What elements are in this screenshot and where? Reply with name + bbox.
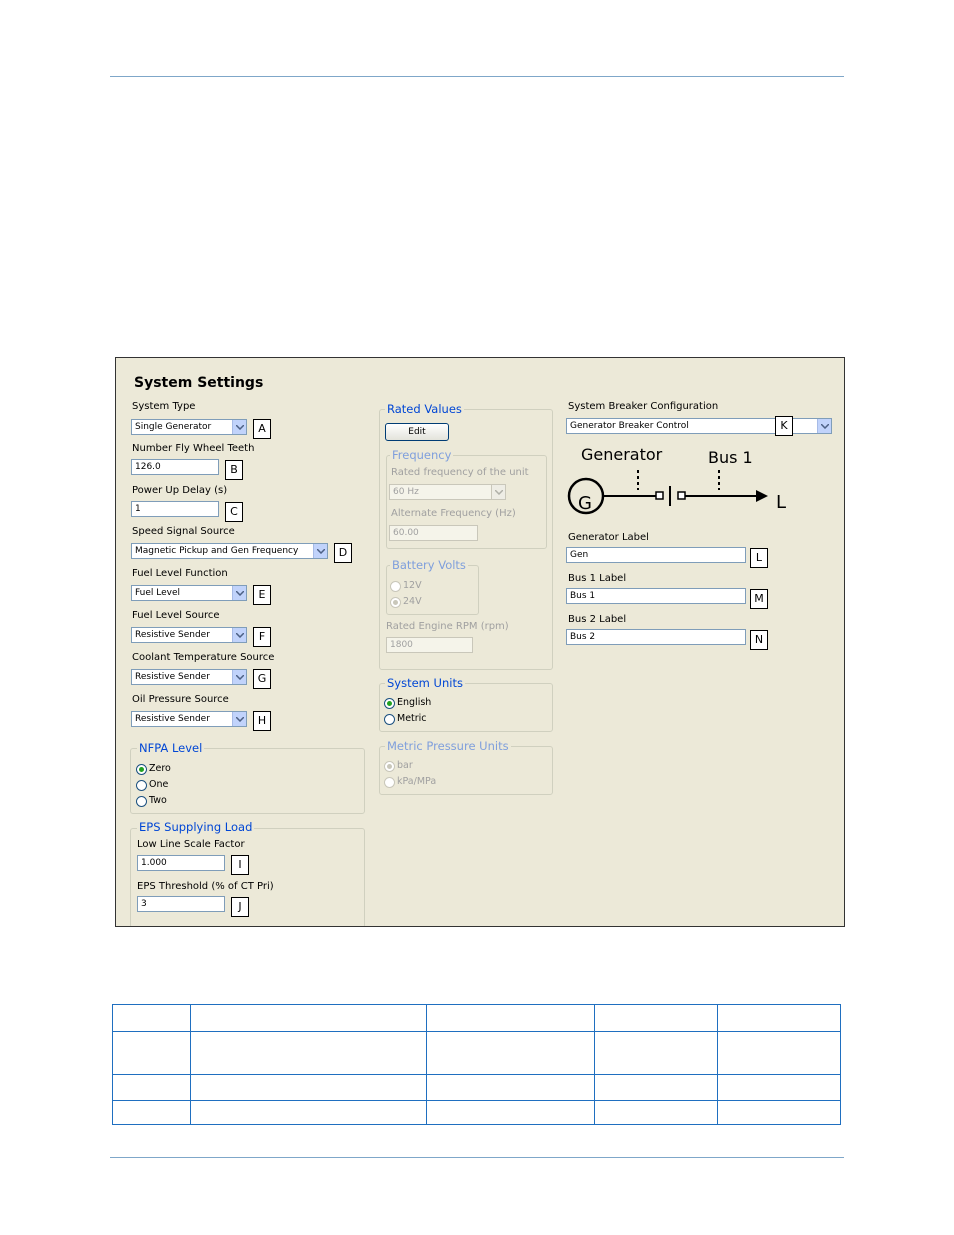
callout-i: I	[231, 855, 249, 875]
nfpa-radio-two[interactable]	[136, 795, 167, 807]
callout-g: G	[253, 669, 271, 689]
eps-title: EPS Supplying Load	[139, 820, 253, 834]
units-radio-english[interactable]	[384, 697, 431, 709]
pressure-radio-kpa[interactable]	[384, 776, 436, 788]
chevron-down-icon[interactable]	[232, 670, 246, 684]
diagram-g-symbol: G	[578, 493, 592, 514]
eps-threshold-label: EPS Threshold (% of CT Pri)	[137, 881, 274, 892]
table-cell	[191, 1032, 427, 1075]
bus1-label-caption: Bus 1 Label	[568, 573, 627, 584]
table-cell	[718, 1075, 841, 1101]
table-cell	[191, 1005, 427, 1032]
diagram-l-symbol: L	[776, 492, 787, 513]
table-cell	[427, 1075, 595, 1101]
rated-rpm-input[interactable]: 1800	[386, 637, 473, 653]
callout-c: C	[225, 502, 243, 522]
oil-source-value: Resistive Sender	[135, 714, 210, 724]
radio-icon	[384, 714, 395, 725]
table-row	[113, 1101, 841, 1125]
table-cell	[427, 1032, 595, 1075]
bus1-label-input[interactable]: Bus 1	[566, 588, 746, 604]
fuel-source-label: Fuel Level Source	[132, 610, 220, 621]
alternate-frequency-input[interactable]: 60.00	[389, 525, 478, 541]
table-cell	[595, 1032, 718, 1075]
rated-frequency-value: 60 Hz	[393, 487, 419, 497]
units-radio-metric[interactable]	[384, 713, 427, 725]
radio-icon	[390, 581, 401, 592]
edit-button[interactable]: Edit	[385, 423, 449, 441]
radio-icon	[136, 796, 147, 807]
battery-radio-12v[interactable]	[390, 580, 422, 592]
coolant-source-value: Resistive Sender	[135, 672, 210, 682]
rated-rpm-label: Rated Engine RPM (rpm)	[386, 621, 509, 632]
battery-24v-label: 24V	[403, 596, 422, 607]
frequency-title: Frequency	[392, 448, 452, 462]
callout-b: B	[225, 460, 243, 480]
battery-radio-24v[interactable]	[390, 596, 422, 608]
power-up-delay-label: Power Up Delay (s)	[132, 485, 228, 496]
generator-label-caption: Generator Label	[568, 532, 649, 543]
bus2-label-input[interactable]: Bus 2	[566, 629, 746, 645]
radio-icon	[384, 777, 395, 788]
table-row	[113, 1032, 841, 1075]
pressure-radio-bar[interactable]	[384, 760, 413, 772]
callout-f: F	[253, 627, 271, 647]
reference-table	[112, 1004, 841, 1125]
units-metric-label: Metric	[397, 713, 427, 724]
arrow-head	[756, 490, 768, 502]
radio-selected-icon	[390, 597, 401, 608]
diagram-generator-text: Generator	[581, 445, 663, 464]
low-line-label: Low Line Scale Factor	[137, 839, 245, 850]
eps-threshold-input[interactable]: 3	[137, 896, 225, 912]
chevron-down-icon[interactable]	[232, 586, 246, 600]
system-units-title: System Units	[387, 676, 463, 690]
diagram-bus-text: Bus 1	[708, 448, 753, 467]
system-type-label: System Type	[132, 401, 196, 412]
table-cell	[595, 1005, 718, 1032]
table-row	[113, 1005, 841, 1032]
panel-title: System Settings	[134, 375, 264, 391]
callout-d: D	[334, 543, 352, 563]
callout-m: M	[750, 589, 768, 609]
oil-source-select[interactable]	[131, 711, 247, 727]
speed-signal-value: Magnetic Pickup and Gen Frequency	[135, 546, 299, 556]
radio-selected-icon	[384, 698, 395, 709]
metric-pressure-title: Metric Pressure Units	[387, 739, 509, 753]
coolant-source-select[interactable]	[131, 669, 247, 685]
radio-selected-icon	[384, 761, 395, 772]
breaker-right-terminal	[678, 492, 685, 499]
table-cell	[113, 1032, 191, 1075]
system-settings-panel	[115, 357, 845, 927]
callout-l: L	[750, 548, 768, 568]
speed-signal-select[interactable]	[131, 543, 328, 559]
table-cell	[113, 1005, 191, 1032]
pressure-bar-label: bar	[397, 760, 413, 771]
callout-a: A	[253, 419, 271, 439]
table-cell	[113, 1101, 191, 1125]
fuel-source-select[interactable]	[131, 627, 247, 643]
nfpa-one-label: One	[149, 779, 169, 790]
battery-volts-title: Battery Volts	[392, 558, 466, 572]
fly-wheel-teeth-label: Number Fly Wheel Teeth	[132, 443, 255, 454]
breaker-left-terminal	[656, 492, 663, 499]
generator-label-input[interactable]: Gen	[566, 547, 746, 563]
nfpa-radio-zero[interactable]	[136, 763, 171, 775]
nfpa-two-label: Two	[149, 795, 167, 806]
table-cell	[595, 1101, 718, 1125]
chevron-down-icon[interactable]	[313, 544, 327, 558]
callout-h: H	[253, 711, 271, 731]
pressure-kpa-label: kPa/MPa	[397, 776, 437, 787]
header-rule	[110, 76, 844, 77]
table-cell	[427, 1101, 595, 1125]
table-cell	[718, 1032, 841, 1075]
power-up-delay-input[interactable]: 1	[131, 501, 219, 517]
oil-source-label: Oil Pressure Source	[132, 694, 229, 705]
chevron-down-icon[interactable]	[817, 419, 831, 433]
nfpa-zero-label: Zero	[149, 763, 171, 774]
chevron-down-icon[interactable]	[232, 420, 246, 434]
chevron-down-icon[interactable]	[232, 628, 246, 642]
table-row	[113, 1075, 841, 1101]
fly-wheel-teeth-input[interactable]: 126.0	[131, 459, 219, 475]
breaker-config-label: System Breaker Configuration	[568, 401, 719, 412]
table-cell	[113, 1075, 191, 1101]
fuel-source-value: Resistive Sender	[135, 630, 210, 640]
callout-n: N	[750, 630, 768, 650]
footer-rule	[110, 1157, 844, 1158]
rated-values-title: Rated Values	[387, 402, 462, 416]
chevron-down-icon[interactable]	[491, 485, 505, 499]
breaker-config-value: Generator Breaker Control	[570, 421, 689, 431]
coolant-source-label: Coolant Temperature Source	[132, 652, 275, 663]
fuel-function-select[interactable]	[131, 585, 247, 601]
callout-k: K	[775, 416, 793, 436]
chevron-down-icon[interactable]	[232, 712, 246, 726]
system-type-select[interactable]	[131, 419, 247, 435]
callout-j: J	[231, 897, 249, 917]
battery-12v-label: 12V	[403, 580, 422, 591]
callout-e: E	[253, 585, 271, 605]
bus2-label-caption: Bus 2 Label	[568, 614, 627, 625]
rated-frequency-select[interactable]	[389, 484, 506, 500]
speed-signal-label: Speed Signal Source	[132, 526, 235, 537]
fuel-function-value: Fuel Level	[135, 588, 181, 598]
alternate-frequency-label: Alternate Frequency (Hz)	[391, 508, 516, 519]
nfpa-level-title: NFPA Level	[139, 741, 203, 755]
rated-frequency-label: Rated frequency of the unit	[391, 467, 529, 478]
fuel-function-label: Fuel Level Function	[132, 568, 228, 579]
table-cell	[718, 1101, 841, 1125]
table-cell	[427, 1005, 595, 1032]
radio-selected-icon	[136, 764, 147, 775]
one-line-diagram	[564, 468, 804, 518]
low-line-input[interactable]: 1.000	[137, 855, 225, 871]
radio-icon	[136, 780, 147, 791]
system-type-value: Single Generator	[135, 422, 212, 432]
table-cell	[595, 1075, 718, 1101]
units-english-label: English	[397, 697, 432, 708]
table-cell	[191, 1075, 427, 1101]
table-cell	[191, 1101, 427, 1125]
nfpa-radio-one[interactable]	[136, 779, 168, 791]
table-cell	[718, 1005, 841, 1032]
